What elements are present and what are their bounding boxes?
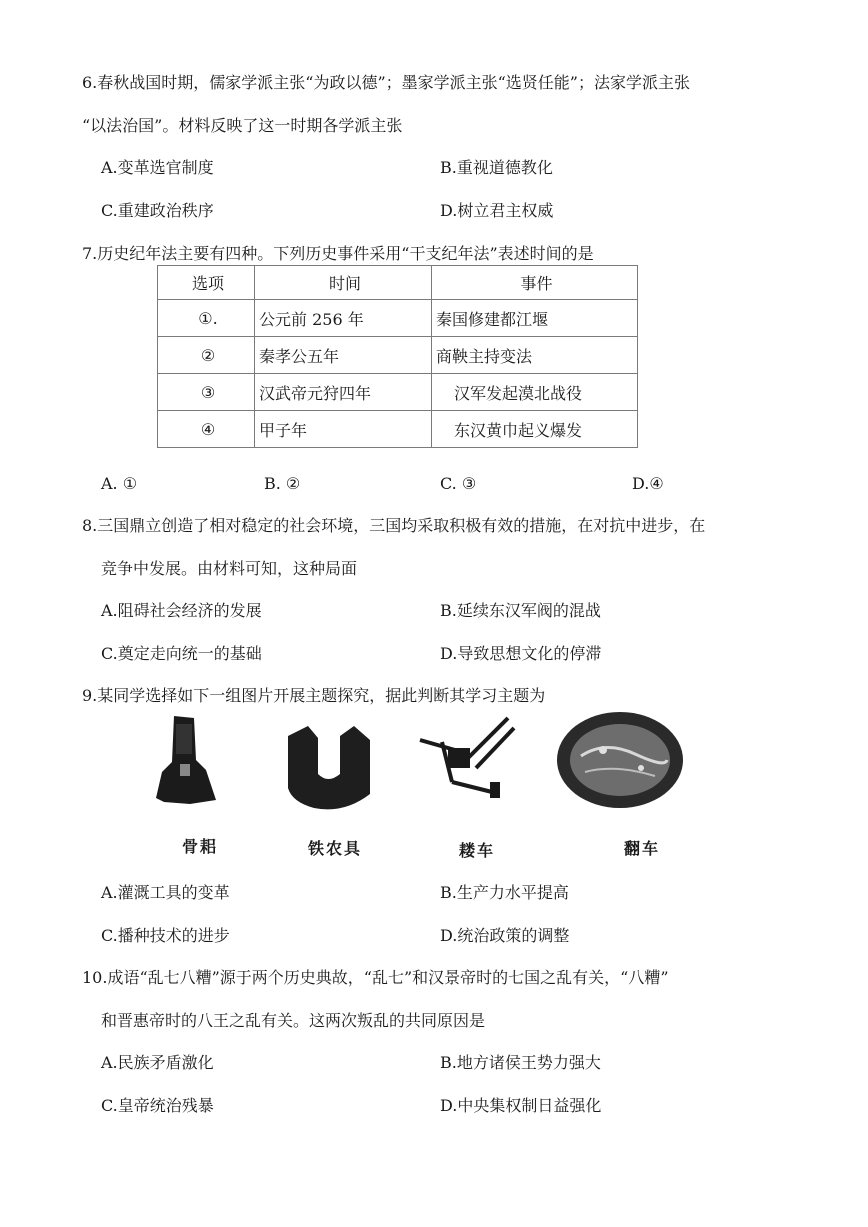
table-cell-time: 公元前 256 年 bbox=[255, 300, 432, 337]
q9-option-a[interactable]: A.灌溉工具的变革 bbox=[101, 883, 230, 902]
q7-option-d[interactable]: D.④ bbox=[632, 474, 664, 493]
table-header-time: 时间 bbox=[255, 266, 432, 300]
q10-option-c[interactable]: C.皇帝统治残暴 bbox=[101, 1096, 214, 1115]
q8-stem-line1: 8.三国鼎立创造了相对稳定的社会环境，三国均采取积极有效的措施，在对抗中进步，在 bbox=[82, 516, 706, 535]
q9-option-d[interactable]: D.统治政策的调整 bbox=[440, 926, 570, 945]
q6-option-a[interactable]: A.变革选官制度 bbox=[101, 158, 214, 177]
q6-stem-line2: “以法治国”。材料反映了这一时期各学派主张 bbox=[82, 116, 403, 135]
q6-option-c[interactable]: C.重建政治秩序 bbox=[101, 201, 214, 220]
table-header-row bbox=[158, 266, 638, 300]
q6-option-d[interactable]: D.树立君主权威 bbox=[440, 201, 554, 220]
table-cell-event: 商鞅主持变法 bbox=[432, 337, 638, 374]
chain-pump-mural-image bbox=[555, 710, 685, 810]
table-cell-event: 汉军发起漠北战役 bbox=[432, 374, 638, 411]
table-row bbox=[158, 337, 638, 374]
seed-drill-image bbox=[412, 712, 522, 804]
caption-seed-drill: 耧车 bbox=[459, 841, 496, 860]
q8-option-b[interactable]: B.延续东汉军阀的混战 bbox=[440, 601, 601, 620]
table-row bbox=[158, 411, 638, 448]
table-cell-time: 汉武帝元狩四年 bbox=[255, 374, 432, 411]
caption-chain-pump: 翻车 bbox=[624, 839, 661, 858]
q7-option-a[interactable]: A. ① bbox=[101, 474, 138, 493]
table-cell-time: 甲子年 bbox=[255, 411, 432, 448]
q10-option-d[interactable]: D.中央集权制日益强化 bbox=[440, 1096, 602, 1115]
q9-option-c[interactable]: C.播种技术的进步 bbox=[101, 926, 230, 945]
q8-option-a[interactable]: A.阻碍社会经济的发展 bbox=[101, 601, 262, 620]
q8-stem-line2: 竞争中发展。由材料可知，这种局面 bbox=[101, 559, 358, 578]
table-cell-option: ①. bbox=[158, 300, 255, 337]
q10-stem-line1: 10.成语“乱七八糟”源于两个历史典故，“乱七”和汉景帝时的七国之乱有关，“八糟” bbox=[82, 968, 669, 987]
q8-option-c[interactable]: C.奠定走向统一的基础 bbox=[101, 644, 262, 663]
q9-option-b[interactable]: B.生产力水平提高 bbox=[440, 883, 569, 902]
q10-option-a[interactable]: A.民族矛盾激化 bbox=[101, 1053, 214, 1072]
table-cell-option: ④ bbox=[158, 411, 255, 448]
caption-bone-plough: 骨耜 bbox=[182, 837, 219, 856]
q7-option-b[interactable]: B. ② bbox=[264, 474, 301, 493]
q9-stem: 9.某同学选择如下一组图片开展主题探究，据此判断其学习主题为 bbox=[82, 686, 546, 705]
q7-events-table bbox=[157, 265, 638, 448]
table-cell-event: 秦国修建都江堰 bbox=[432, 300, 638, 337]
q8-option-d[interactable]: D.导致思想文化的停滞 bbox=[440, 644, 602, 663]
q10-option-b[interactable]: B.地方诸侯王势力强大 bbox=[440, 1053, 601, 1072]
table-row bbox=[158, 300, 638, 337]
table-header-option: 选项 bbox=[158, 266, 255, 300]
iron-tool-image bbox=[284, 722, 374, 812]
q10-stem-line2: 和晋惠帝时的八王之乱有关。这两次叛乱的共同原因是 bbox=[101, 1011, 486, 1030]
q7-option-c[interactable]: C. ③ bbox=[440, 474, 477, 493]
table-cell-time: 秦孝公五年 bbox=[255, 337, 432, 374]
bone-plough-image bbox=[150, 712, 222, 807]
table-row bbox=[158, 374, 638, 411]
caption-iron-tool: 铁农具 bbox=[308, 839, 363, 858]
q6-stem-line1: 6.春秋战国时期，儒家学派主张“为政以德”；墨家学派主张“选贤任能”；法家学派主张 bbox=[82, 73, 690, 92]
table-cell-option: ③ bbox=[158, 374, 255, 411]
q6-option-b[interactable]: B.重视道德教化 bbox=[440, 158, 553, 177]
table-cell-event: 东汉黄巾起义爆发 bbox=[432, 411, 638, 448]
table-cell-option: ② bbox=[158, 337, 255, 374]
table-header-event: 事件 bbox=[432, 266, 638, 300]
q7-stem: 7.历史纪年法主要有四种。下列历史事件采用“干支纪年法”表述时间的是 bbox=[82, 244, 594, 263]
